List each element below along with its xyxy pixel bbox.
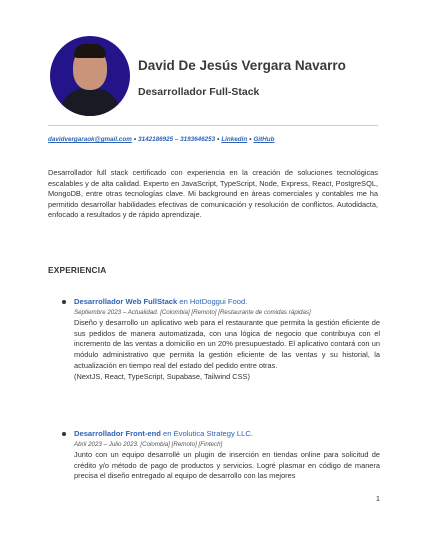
job-description-text: Junto con un equipo desarrollé un plugin de inserción en tiendas online para solicitud de crédito y/o método de pago de productos y servicios. Logré plasmar en código de manera precisa el diseño entregado al equipo de desarrollo con las mejores [74, 450, 380, 481]
job-meta: Septiembre 2023 – Actualidad. [Colombia] [Remoto] [Restaurante de comidas rápidas] [74, 309, 311, 316]
photo-hair [74, 44, 106, 58]
photo-shoulders [60, 88, 120, 116]
profile-summary: Desarrollador full stack certificado con experiencia en la creación de soluciones tecnológicas escalables y de alta calidad. Experto en JavaScript, TypeScript, Node, Express, React, PostgreSQL, MongoDB, entre otras tecnologías clave. Mi background en áreas comerciales y contables me ha permitido desarrollar habilidades efectivas de comunicación y resolución de conflictos. Autodidacta, enfocado a resultados y de rápido aprendizaje. [48, 168, 378, 220]
experience-heading: EXPERIENCIA [48, 265, 107, 275]
separator-dot: • [133, 136, 137, 143]
job-connector: en [177, 297, 190, 306]
profile-photo [50, 36, 130, 116]
job-stack: (NextJS, React, TypeScript, Supabase, Tailwind CSS) [74, 371, 250, 381]
email-link[interactable]: davidvergaraok@gmail.com [48, 136, 132, 143]
page-number: 1 [375, 494, 380, 503]
github-link[interactable]: GitHub [253, 136, 275, 143]
candidate-name: David De Jesús Vergara Navarro [138, 58, 346, 73]
job-description [74, 450, 380, 482]
job-company: Evolutica Strategy LLC. [173, 429, 253, 438]
candidate-role: Desarrollador Full-Stack [138, 86, 260, 98]
job-connector: en [160, 429, 174, 438]
job-company: HotDoggui Food. [189, 297, 248, 306]
header-divider [48, 125, 378, 126]
bullet-icon [62, 300, 66, 304]
job-description-text: Diseño y desarrollo un aplicativo web para el restaurante que permita la gestión eficiente de sus pedidos de manera automatizada, con una lógica de negocio que contribuya con el incremento de las ventas a domicilio en un 20% presupuestado. El aplicativo contará con un módulo administrativo que permita la gestión eficiente de las ventas y su historial, la actualización en tiempo real del estado del pedido entre otras. [74, 318, 380, 370]
job-heading [74, 297, 247, 306]
phone-numbers: 3142186925 – 3193646253 [138, 136, 216, 143]
contact-line [48, 136, 274, 143]
job-meta: Abril 2023 – Julio 2023. [Colombia] [Remoto] [Fintech] [74, 441, 223, 448]
job-description [74, 318, 380, 382]
linkedin-link[interactable]: Linkedin [221, 136, 248, 143]
bullet-icon [62, 432, 66, 436]
job-position: Desarrollador Web FullStack [74, 297, 178, 306]
separator-dot: • [249, 136, 252, 143]
separator-dot: • [217, 136, 220, 143]
job-heading [74, 429, 253, 438]
job-position: Desarrollador Front-end [74, 429, 161, 438]
